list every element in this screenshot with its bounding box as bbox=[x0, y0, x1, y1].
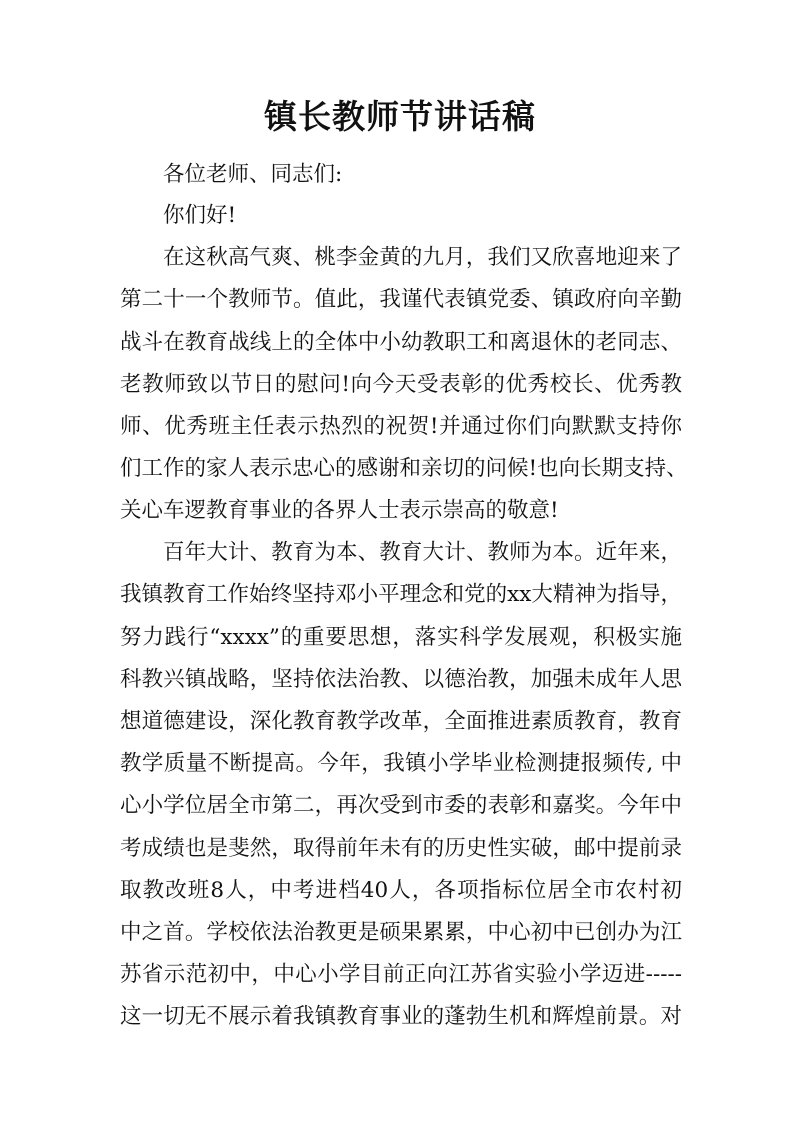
paragraph-line: 中之首。学校依法治教更是硕果累累，中心初中已创办为江 bbox=[120, 920, 682, 945]
paragraph-line: 在这秋高气爽、桃李金黄的九月，我们又欣喜地迎来了 bbox=[163, 245, 682, 270]
paragraph-line: 我镇教育工作始终坚持邓小平理念和党的xx大精神为指导， bbox=[120, 582, 682, 607]
paragraph-line: 努力践行“xxxx”的重要思想，落实科学发展观，积极实施 bbox=[120, 625, 682, 650]
paragraph-line: 第二十一个教师节。值此，我谨代表镇党委、镇政府向辛勤 bbox=[120, 287, 682, 312]
paragraph-line: 百年大计、教育为本、教育大计、教师为本。近年来， bbox=[163, 540, 682, 565]
paragraph-line: 考成绩也是斐然，取得前年未有的历史性实破，邮中提前录 bbox=[120, 836, 682, 861]
paragraph-line: 取教改班8人，中考进档40人，各项指标位居全市农村初 bbox=[120, 878, 682, 903]
paragraph-line: 科教兴镇战略，坚持依法治教、以德治教，加强未成年人思 bbox=[120, 667, 682, 692]
paragraph-line: 关心车逻教育事业的各界人士表示崇高的敬意! bbox=[120, 498, 559, 523]
paragraph-line: 心小学位居全市第二，再次受到市委的表彰和嘉奖。今年中 bbox=[120, 793, 682, 818]
document-title: 镇长教师节讲话稿 bbox=[264, 97, 536, 136]
paragraph-line: 师、优秀班主任表示热烈的祝贺!并通过你们向默默支持你 bbox=[120, 414, 682, 439]
paragraph-line: 苏省示范初中，中心小学目前正向江苏省实验小学迈进----- bbox=[120, 962, 682, 987]
paragraph-line: 这一切无不展示着我镇教育事业的蓬勃生机和辉煌前景。对 bbox=[120, 1004, 682, 1029]
paragraph-line: 老教师致以节日的慰问!向今天受表彰的优秀校长、优秀教 bbox=[120, 372, 682, 397]
paragraph-line: 想道德建设，深化教育教学改革，全面推进素质教育，教育 bbox=[120, 709, 682, 734]
paragraph-line: 教学质量不断提高。今年，我镇小学毕业检测捷报频传, 中 bbox=[120, 751, 682, 776]
paragraph-line: 们工作的家人表示忠心的感谢和亲切的问候!也向长期支持、 bbox=[120, 456, 688, 481]
greeting: 你们好! bbox=[163, 203, 237, 228]
paragraph-line: 战斗在教育战线上的全体中小幼教职工和离退休的老同志、 bbox=[120, 330, 682, 355]
salutation: 各位老师、同志们: bbox=[163, 162, 343, 187]
